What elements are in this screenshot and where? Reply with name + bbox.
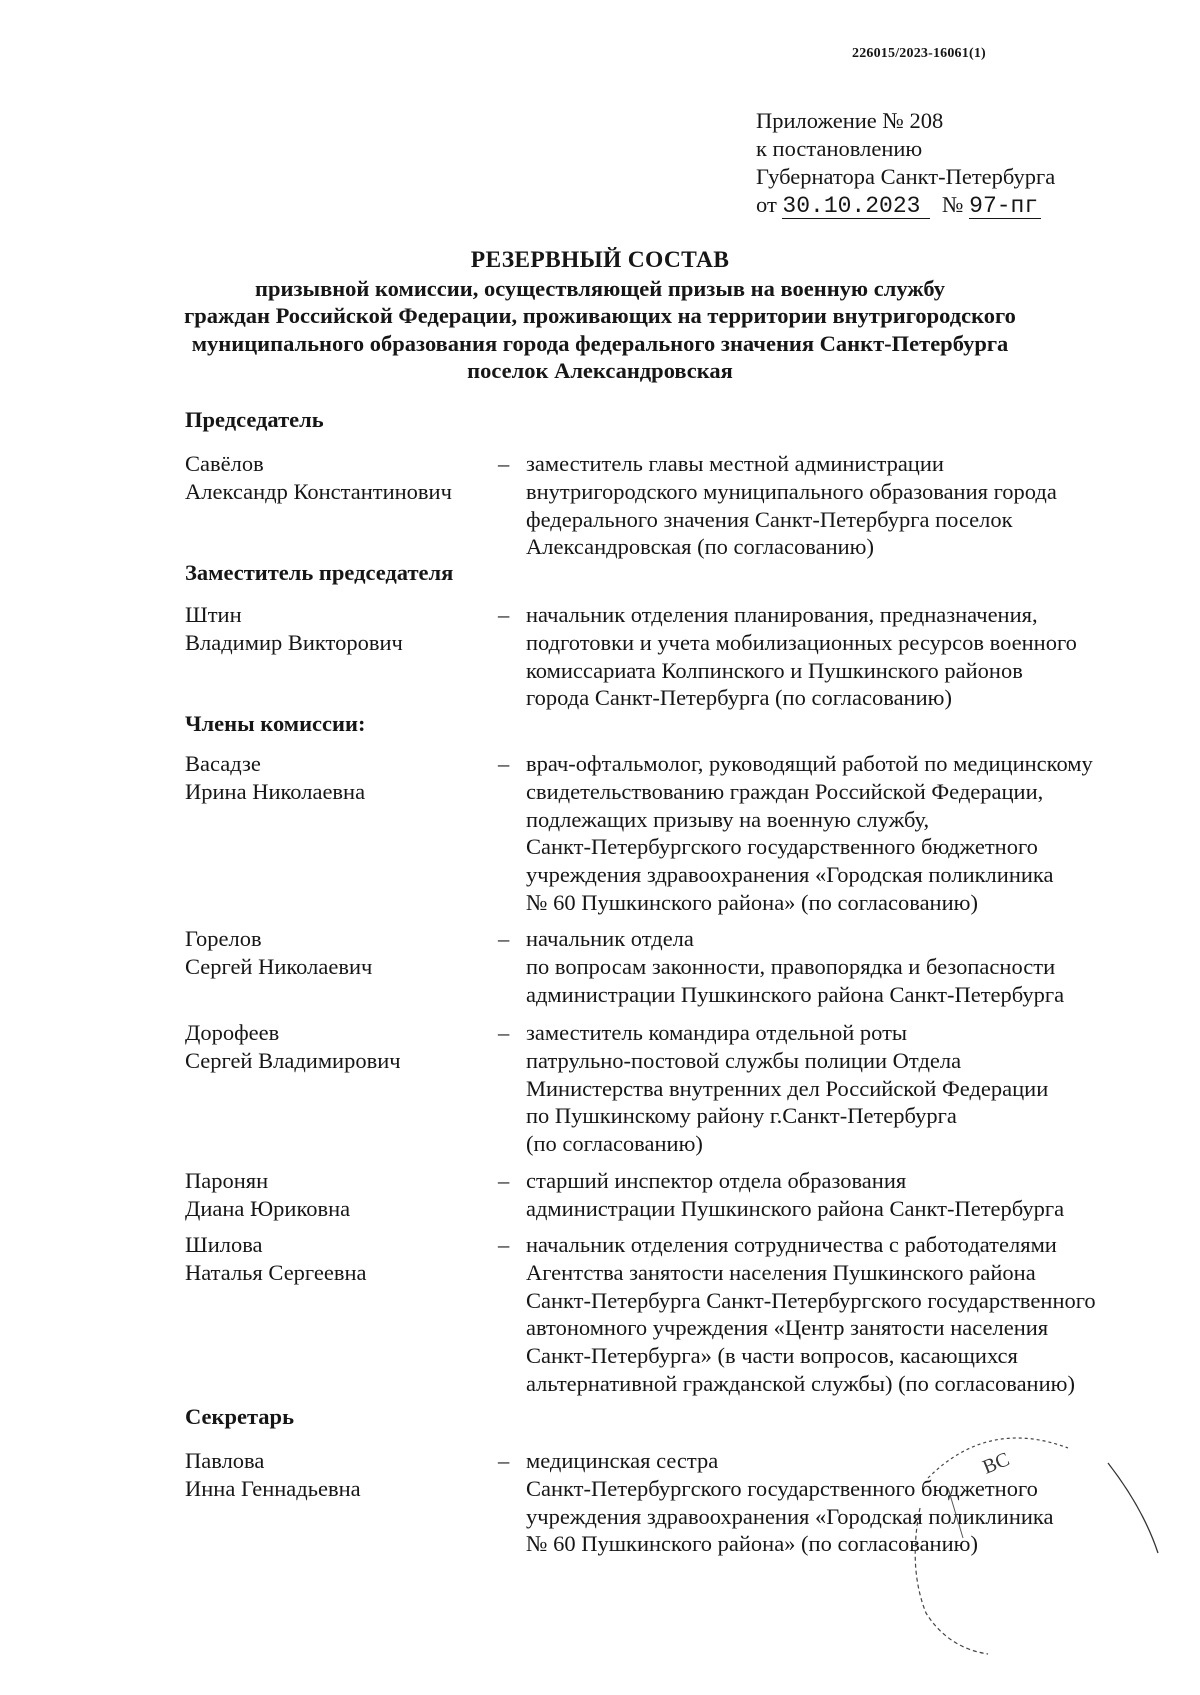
appendix-date-line	[756, 191, 1055, 219]
position-line: Александровская (по согласованию)	[526, 534, 874, 560]
member-position	[526, 1167, 1166, 1223]
document-number: 226015/2023-16061(1)	[852, 46, 986, 61]
member-given-names: Инна Геннадьевна	[185, 1475, 361, 1501]
title-line-3: муниципального образования города федерального значения Санкт-Петербурга	[191, 330, 1009, 356]
position-line: подлежащих призыву на военную службу,	[526, 806, 930, 832]
dash-separator: –	[498, 926, 510, 951]
dash-separator: –	[498, 1448, 510, 1473]
position-line: города Санкт-Петербурга (по согласованию)	[526, 685, 952, 711]
member-surname: Дорофеев	[185, 1020, 280, 1045]
member-surname: Васадзе	[185, 751, 261, 776]
member-position	[526, 925, 1166, 1008]
position-line: администрации Пушкинского района Санкт-Петербурга	[526, 1195, 1065, 1221]
position-line: заместитель командира отдельной роты	[526, 1020, 908, 1045]
position-line: альтернативной гражданской службы) (по согласованию)	[526, 1370, 1075, 1396]
title-line-4: поселок Александровская	[467, 358, 733, 383]
member-surname: Павлова	[185, 1448, 265, 1473]
member-position	[526, 450, 1166, 561]
title-heading: РЕЗЕРВНЫЙ СОСТАВ	[470, 247, 730, 273]
dash-separator: –	[498, 1020, 510, 1045]
member-given-names: Владимир Викторович	[185, 629, 403, 655]
position-line: комиссариата Колпинского и Пушкинского районов	[526, 657, 1023, 683]
member-name	[185, 1019, 495, 1075]
document-title	[0, 247, 1200, 385]
appendix-authority: Губернатора Санкт-Петербурга	[756, 164, 1056, 189]
stamp-mark	[948, 1488, 963, 1538]
position-line: Санкт-Петербурга Санкт-Петербургского государственного	[526, 1287, 1096, 1313]
member-name	[185, 925, 495, 981]
member-given-names: Сергей Владимирович	[185, 1047, 401, 1073]
position-line: свидетельствованию граждан Российской Федерации,	[526, 778, 1044, 804]
member-surname: Паронян	[185, 1168, 269, 1193]
number-prefix: №	[942, 192, 964, 217]
member-name	[185, 1231, 495, 1287]
member-name	[185, 601, 495, 657]
member-name	[185, 450, 495, 506]
member-given-names: Александр Константинович	[185, 478, 452, 504]
position-line: врач-офтальмолог, руководящий работой по медицинскому	[526, 751, 1093, 776]
stamp-arc-right	[1108, 1463, 1158, 1553]
stamp-text: ВС	[979, 1448, 1013, 1479]
appendix-block	[756, 107, 1055, 219]
member-surname: Шилова	[185, 1232, 263, 1257]
member-given-names: Ирина Николаевна	[185, 778, 366, 804]
position-line: Агентства занятости населения Пушкинского района	[526, 1259, 1036, 1285]
position-line: по Пушкинскому району г.Санкт-Петербурга	[526, 1103, 957, 1129]
member-surname: Штин	[185, 602, 242, 627]
position-line: медицинская сестра	[526, 1448, 719, 1473]
position-line: старший инспектор отдела образования	[526, 1168, 907, 1193]
decree-number: 97-пг	[969, 194, 1041, 219]
dash-separator: –	[498, 602, 510, 627]
dash-separator: –	[498, 751, 510, 776]
section-secretary: Секретарь	[185, 1404, 294, 1429]
member-name	[185, 1447, 495, 1503]
position-line: патрульно-постовой службы полиции Отдела	[526, 1047, 962, 1073]
official-stamp	[908, 1418, 1168, 1658]
date-prefix: от	[756, 192, 777, 217]
title-line-1: призывной комиссии, осуществляющей призыв на военную службу	[255, 275, 945, 301]
appendix-number: Приложение № 208	[756, 108, 944, 133]
appendix-ref: к постановлению	[756, 136, 923, 161]
position-line: начальник отделения сотрудничества с работодателями	[526, 1232, 1057, 1257]
dash-separator: –	[498, 451, 510, 476]
position-line: Санкт-Петербургского государственного бюджетного	[526, 834, 1038, 860]
position-line: № 60 Пушкинского района» (по согласованию)	[526, 889, 978, 915]
member-name	[185, 750, 495, 806]
section-members: Члены комиссии:	[185, 711, 366, 736]
member-given-names: Сергей Николаевич	[185, 953, 373, 979]
position-line: подготовки и учета мобилизационных ресурсов военного	[526, 629, 1077, 655]
member-position	[526, 1231, 1166, 1398]
member-position	[526, 750, 1166, 917]
position-line: (по согласованию)	[526, 1131, 703, 1157]
decree-date: 30.10.2023	[782, 194, 930, 219]
position-line: федерального значения Санкт-Петербурга поселок	[526, 506, 1013, 532]
section-chairman: Председатель	[185, 407, 324, 432]
member-surname: Горелов	[185, 926, 262, 951]
position-line: Министерства внутренних дел Российской Федерации	[526, 1075, 1049, 1101]
member-given-names: Наталья Сергеевна	[185, 1259, 367, 1285]
position-line: автономного учреждения «Центр занятости населения	[526, 1315, 1049, 1341]
dash-separator: –	[498, 1232, 510, 1257]
position-line: заместитель главы местной администрации	[526, 451, 944, 476]
title-line-2: граждан Российской Федерации, проживающих на территории внутригородского	[184, 303, 1016, 328]
position-line: учреждения здравоохранения «Городская поликлиника	[526, 862, 1054, 888]
position-line: Санкт-Петербурга» (в части вопросов, касающихся	[526, 1343, 1018, 1369]
member-given-names: Диана Юриковна	[185, 1195, 351, 1221]
position-line: внутригородского муниципального образования города	[526, 478, 1057, 504]
member-position	[526, 1019, 1166, 1158]
position-line: Санкт-Петербургского государственного бюджетного	[526, 1475, 1038, 1501]
position-line: учреждения здравоохранения «Городская поликлиника	[526, 1503, 1054, 1529]
dash-separator: –	[498, 1168, 510, 1193]
position-line: № 60 Пушкинского района» (по согласованию)	[526, 1531, 978, 1557]
position-line: по вопросам законности, правопорядка и безопасности	[526, 953, 1056, 979]
position-line: начальник отдела	[526, 926, 694, 951]
position-line: начальник отделения планирования, предназначения,	[526, 602, 1038, 627]
section-deputy: Заместитель председателя	[185, 560, 454, 585]
position-line: администрации Пушкинского района Санкт-Петербурга	[526, 981, 1065, 1007]
member-name	[185, 1167, 495, 1223]
member-position	[526, 601, 1166, 712]
member-surname: Савёлов	[185, 451, 264, 476]
stamp-arc-left	[915, 1508, 988, 1654]
